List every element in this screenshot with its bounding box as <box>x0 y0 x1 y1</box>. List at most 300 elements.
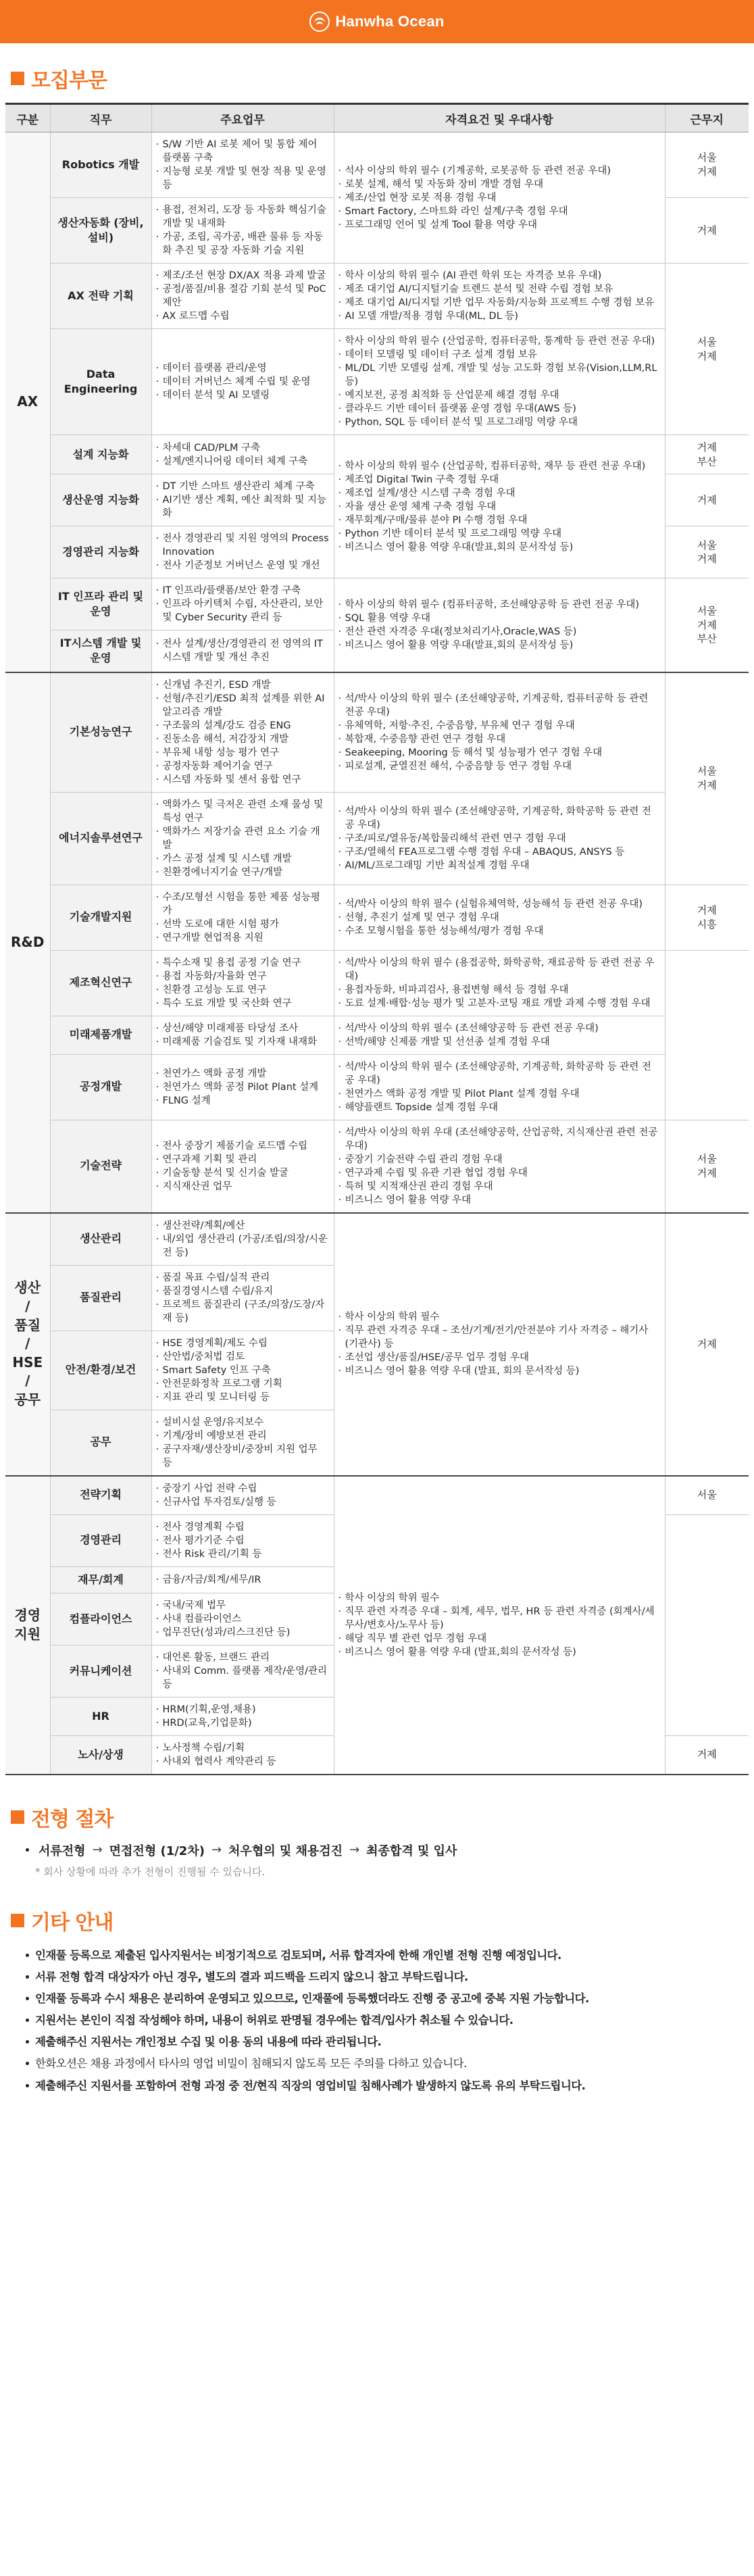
table-row <box>5 1120 749 1213</box>
etc-section-header <box>0 1906 754 1935</box>
qualifications-cell <box>334 1476 665 1775</box>
list-item: · 클라우드 기반 데이터 플랫폼 운영 경험 우대(AWS 등) <box>338 402 661 416</box>
list-item: · 전사 기준정보 거버넌스 운영 및 개선 <box>156 559 330 572</box>
etc-section-title: 기타 안내 <box>31 1910 114 1935</box>
table-row <box>5 435 749 474</box>
list-item: · 전사 평가기준 수립 <box>156 1534 330 1547</box>
list-item: · 차세대 CAD/PLM 구축 <box>156 441 330 455</box>
duties-list <box>156 1741 330 1768</box>
duties-cell <box>151 329 334 435</box>
category-cell: AX <box>5 132 50 672</box>
duties-cell <box>151 578 334 630</box>
list-item: · 천연가스 액화 공정 개발 <box>156 1067 330 1081</box>
list-item: · Smart Safety 인프 구축 <box>156 1364 330 1377</box>
list-item: · 생산전략/계획/예산 <box>156 1219 330 1233</box>
list-item: · AI 모델 개발/적용 경험 우대(ML, DL 등) <box>338 309 661 323</box>
list-item: · 안전문화정착 프로그램 기획 <box>156 1377 330 1391</box>
list-item: · 공정자동화 제어기술 연구 <box>156 760 330 773</box>
list-item: · 부유체 내항 성능 평가 연구 <box>156 746 330 760</box>
location-cell: 거제 <box>665 474 749 526</box>
list-item: · 품질 목표 수립/실적 관리 <box>156 1271 330 1285</box>
job-cell: 미래제품개발 <box>50 1016 151 1054</box>
qualifications-list <box>338 692 661 773</box>
list-item: · 사내외 Comm. 플랫폼 제작/운영/관리 등 <box>156 1664 330 1691</box>
duties-list <box>156 1599 330 1639</box>
list-item: · 용접자동화, 비파괴검사, 용접변형 해석 등 경험 우대 <box>338 983 661 997</box>
qualifications-cell <box>334 435 665 578</box>
duties-list <box>156 203 330 257</box>
list-item: · 석/박사 이상의 학위 필수 (조선해양공학, 기계공학, 화학공학 등 관련 전공 우대) <box>338 805 661 832</box>
list-item: · Python, SQL 등 데이터 분석 및 프로그래밍 역량 우대 <box>338 416 661 429</box>
job-cell: 기술전략 <box>50 1120 151 1213</box>
duties-cell <box>151 435 334 474</box>
list-item: 서류 전형 합격 대상자가 아닌 경우, 별도의 결과 피드백을 드리지 않으니 참고 부탁드립니다. <box>26 1966 743 1988</box>
location-cell: 거제 부산 <box>665 435 749 474</box>
list-item: · 용접 자동화/자율화 연구 <box>156 970 330 983</box>
list-item: · 가스 공정 설계 및 시스템 개발 <box>156 852 330 866</box>
list-item: · 기술동향 분석 및 신기술 발굴 <box>156 1166 330 1180</box>
list-item: · 품질경영시스템 수립/유지 <box>156 1285 330 1298</box>
list-item: · 피로설계, 균열진전 해석, 수중음향 등 연구 경험 우대 <box>338 760 661 773</box>
list-item: · 전사 경영계획 수립 <box>156 1520 330 1534</box>
list-item: · 신규사업 투자검토/실행 등 <box>156 1495 330 1509</box>
list-item: · 데이터 분석 및 AI 모델링 <box>156 389 330 402</box>
duties-list <box>156 1067 330 1108</box>
qualifications-cell <box>334 1120 665 1213</box>
list-item: · 재무회계/구매/물류 분야 PI 수행 경험 우대 <box>338 514 661 527</box>
duties-cell <box>151 1593 334 1645</box>
list-item: · 제조 대기업 AI/디지털 기반 업무 자동화/지능화 프로젝트 수행 경험 보유 <box>338 296 661 309</box>
process-step: 면접전형 (1/2차) <box>109 1843 205 1858</box>
logo-text: Hanwha Ocean <box>335 13 445 30</box>
job-cell: IT시스템 개발 및 운영 <box>50 630 151 672</box>
list-item: · 데이터 거버넌스 체계 수립 및 운영 <box>156 375 330 389</box>
list-item: · 비즈니스 영어 활용 역량 우대 (발표,회의 문서작성 등) <box>338 1645 661 1659</box>
duties-list <box>156 1219 330 1260</box>
list-item: · 제조 대기업 AI/디지털기술 트렌드 분석 및 전략 수립 경험 보유 <box>338 282 661 296</box>
list-item: · 복합재, 수중음향 관련 연구 경험 우대 <box>338 733 661 746</box>
duties-cell <box>151 1016 334 1054</box>
table-body <box>5 132 749 1775</box>
list-item: 한화오션은 채용 과정에서 타사의 영업 비밀이 침해되지 않도록 모든 주의를 다하고 있습니다. <box>26 2053 743 2075</box>
list-item: · 전사 경영관리 및 지원 영역의 Process Innovation <box>156 532 330 559</box>
job-cell: 경영관리 지능화 <box>50 526 151 578</box>
duties-list <box>156 1139 330 1193</box>
list-item: · 친환경 고성능 도료 연구 <box>156 983 330 997</box>
duties-cell <box>151 1410 334 1476</box>
list-item: · S/W 기반 AI 로봇 제어 및 통합 제어 플랫폼 구축 <box>156 138 330 165</box>
duties-list <box>156 798 330 879</box>
job-cell: 품질관리 <box>50 1265 151 1331</box>
duties-cell <box>151 264 334 329</box>
list-item: · 조선업 생산/품질/HSE/공무 업무 경험 우대 <box>338 1351 661 1364</box>
location-cell: 거제 시흥 <box>665 885 749 950</box>
duties-list <box>156 584 330 624</box>
job-cell: 공무 <box>50 1410 151 1476</box>
list-item: · HRD(교육,기업문화) <box>156 1716 330 1730</box>
header-duties: 주요업무 <box>151 104 334 132</box>
qualifications-list <box>338 269 661 323</box>
table-row <box>5 1213 749 1266</box>
qualifications-cell <box>334 264 665 329</box>
list-item: · 도료 설계·배합·성능 평가 및 고분자·코팅 재료 개발 과제 수행 경험 우대 <box>338 997 661 1010</box>
duties-list <box>156 362 330 402</box>
job-cell: 커뮤니케이션 <box>50 1645 151 1697</box>
list-item: · 시스템 자동화 및 센서 융합 연구 <box>156 773 330 787</box>
header-qualifications: 자격요건 및 우대사항 <box>334 104 665 132</box>
list-item: · 신개념 추진기, ESD 개발 <box>156 678 330 692</box>
duties-cell <box>151 1331 334 1410</box>
recruit-section-header <box>0 64 754 93</box>
list-item: · 설비시설 운영/유지보수 <box>156 1416 330 1429</box>
list-item: · 전사 설계/생산/경영관리 전 영역의 IT시스템 개발 및 개선 추진 <box>156 637 330 664</box>
list-item: · 연구개발 현업적용 지원 <box>156 931 330 945</box>
list-item: · 학사 이상의 학위 필수 (AI 관련 학위 또는 자격증 보유 우대) <box>338 269 661 282</box>
category-cell: R&D <box>5 672 50 1213</box>
duties-cell <box>151 1213 334 1266</box>
header-location: 근무지 <box>665 104 749 132</box>
arrow-right-icon: → <box>211 1843 222 1858</box>
duties-list <box>156 637 330 664</box>
list-item: · 특수소재 및 용접 공정 기술 연구 <box>156 956 330 970</box>
location-cell: 서울 <box>665 1476 749 1515</box>
location-cell: 서울 거제 <box>665 1120 749 1213</box>
location-cell: 거제 <box>665 1213 749 1476</box>
list-item: · FLNG 설계 <box>156 1094 330 1108</box>
header-job: 직무 <box>50 104 151 132</box>
list-item: · 선박 도로에 대한 시험 평가 <box>156 918 330 931</box>
list-item: · DT 기반 스마트 생산관리 체계 구축 <box>156 480 330 493</box>
list-item: · 데이터 플랫폼 관리/운영 <box>156 362 330 375</box>
process-note: * 회사 상황에 따라 추가 전형이 진행될 수 있습니다. <box>35 1865 266 1878</box>
duties-cell <box>151 672 334 793</box>
list-item: · 구조/열해석 FEA프로그램 수행 경험 우대 – ABAQUS, ANSYS 등 <box>338 845 661 859</box>
duties-cell <box>151 885 334 950</box>
job-cell: 생산자동화 (장비, 설비) <box>50 198 151 264</box>
list-item: · 지표 관리 및 모니터링 등 <box>156 1391 330 1404</box>
qualifications-list <box>338 897 661 938</box>
qualifications-cell <box>334 950 665 1016</box>
list-item: · 공구자재/생산장비/중장비 지원 업무 등 <box>156 1443 330 1470</box>
process-steps <box>11 1841 743 1859</box>
list-item: · 미래제품 기술검토 및 기자재 내재화 <box>156 1035 330 1049</box>
qualifications-list <box>338 460 661 554</box>
list-item: · 비즈니스 영어 활용 역량 우대(발표,회의 문서작성 등) <box>338 639 661 652</box>
list-item: · AX 로드맵 수립 <box>156 309 330 323</box>
location-cell: 서울 거제 <box>665 132 749 198</box>
list-item: · AI/ML/프로그래밍 기반 최적설계 경험 우대 <box>338 859 661 872</box>
qualifications-list <box>338 1310 661 1378</box>
job-cell: Robotics 개발 <box>50 132 151 198</box>
list-item: · 전사 중장기 제품기술 로드맵 수립 <box>156 1139 330 1153</box>
duties-cell <box>151 526 334 578</box>
arrow-right-icon: → <box>349 1843 360 1858</box>
list-item: · 예지보전, 공정 최적화 등 산업문제 해결 경험 우대 <box>338 389 661 402</box>
process-step: 최종합격 및 입사 <box>366 1843 457 1858</box>
list-item: · 진동소음 해석, 저감장치 개발 <box>156 733 330 746</box>
list-item: · 지식재산권 업무 <box>156 1180 330 1193</box>
duties-list <box>156 441 330 468</box>
list-item: · 수조/모형선 시험을 통한 제품 성능평가 <box>156 891 330 918</box>
duties-list <box>156 480 330 520</box>
list-item: · 학사 이상의 학위 필수 (산업공학, 컴퓨터공학, 재무 등 관련 전공 우대) <box>338 460 661 473</box>
list-item: · 학사 이상의 학위 필수 (산업공학, 컴퓨터공학, 통계학 등 관련 전공 우대) <box>338 335 661 348</box>
duties-list <box>156 1573 330 1587</box>
list-item: · SQL 활용 역량 우대 <box>338 612 661 625</box>
job-cell: 재무/회계 <box>50 1566 151 1593</box>
list-item: · 내/외업 생산관리 (가공/조립/의장/시운전 등) <box>156 1233 330 1260</box>
job-cell: 생산관리 <box>50 1213 151 1266</box>
qualifications-cell <box>334 792 665 885</box>
list-item: · 중장기 기술전략 수립 관리 경험 우대 <box>338 1153 661 1166</box>
duties-list <box>156 1651 330 1691</box>
list-item: · 노사정책 수립/기획 <box>156 1741 330 1755</box>
list-item: · Seakeeping, Mooring 등 해석 및 성능평가 연구 경험 우대 <box>338 746 661 760</box>
list-item: · 선형/추진기/ESD 최적 설계를 위한 AI 알고리즘 개발 <box>156 692 330 719</box>
list-item: · 석/박사 이상의 학위 우대 (조선해양공학, 산업공학, 지식재산권 관련 전공 우대) <box>338 1126 661 1153</box>
job-cell: 안전/환경/보건 <box>50 1331 151 1410</box>
list-item: 지원서는 본인이 직접 작성해야 하며, 내용이 허위로 판명될 경우에는 합격/입사가 취소될 수 있습니다. <box>26 2010 743 2031</box>
logo <box>309 11 444 32</box>
list-item: · Smart Factory, 스마트화 라인 설계/구축 경험 우대 <box>338 205 661 218</box>
qualifications-cell <box>334 885 665 950</box>
table-row <box>5 792 749 885</box>
list-item: · 액화가스 및 극저온 관련 소재 물성 및 특성 연구 <box>156 798 330 825</box>
job-cell: 컴플라이언스 <box>50 1593 151 1645</box>
list-item: · 연구과제 기획 및 관리 <box>156 1153 330 1166</box>
duties-cell <box>151 792 334 885</box>
job-cell: 공정개발 <box>50 1054 151 1120</box>
list-item: · 산안법/중처법 검토 <box>156 1350 330 1364</box>
list-item: · 유체역학, 저항·추진, 수중음향, 부유체 연구 경험 우대 <box>338 719 661 733</box>
list-item: · 용접, 전처리, 도장 등 자동화 핵심기술 개발 및 내재화 <box>156 203 330 230</box>
qualifications-cell <box>334 1213 665 1476</box>
duties-cell <box>151 1054 334 1120</box>
list-item: · 국내/국제 법무 <box>156 1599 330 1612</box>
location-cell: 거제 <box>665 198 749 264</box>
list-item: · 상선/해양 미래제품 타당성 조사 <box>156 1022 330 1035</box>
list-item: · 비즈니스 영어 활용 역량 우대(발표,회의 문서작성 등) <box>338 541 661 554</box>
list-item: · 구조/피로/열유동/복합물리해석 관련 연구 경험 우대 <box>338 832 661 845</box>
table-row <box>5 1016 749 1054</box>
location-cell: 서울 거제 부산 <box>665 578 749 672</box>
table-row <box>5 950 749 1016</box>
job-cell: 노사/상생 <box>50 1735 151 1775</box>
duties-list <box>156 1703 330 1730</box>
etc-block <box>0 1945 754 2097</box>
duties-list <box>156 138 330 192</box>
list-item: · 대언론 활동, 브랜드 관리 <box>156 1651 330 1664</box>
header-category: 구분 <box>5 104 50 132</box>
list-item: · 해당 직무 별 관련 업무 경험 우대 <box>338 1632 661 1645</box>
list-item: · 비즈니스 영어 활용 역량 우대 (발표, 회의 문서작성 등) <box>338 1364 661 1378</box>
list-item: · 제조/산업 현장 로봇 적용 경험 우대 <box>338 191 661 205</box>
list-item: · 석/박사 이상의 학위 필수 (실험유체역학, 성능해석 등 관련 전공 우대) <box>338 897 661 911</box>
duties-cell <box>151 474 334 526</box>
list-item: · 직무 관련 자격증 우대 – 회계, 세무, 법무, HR 등 관련 자격증 (회계사/세무사/변호사/노무사 등) <box>338 1605 661 1632</box>
job-cell: 생산운영 지능화 <box>50 474 151 526</box>
qualifications-list <box>338 598 661 652</box>
list-item: · 구조물의 설계/강도 검증 ENG <box>156 719 330 733</box>
qualifications-list <box>338 164 661 232</box>
list-item: · 수조 모형시험을 통한 성능해석/평가 경험 우대 <box>338 924 661 938</box>
list-item: · 선박/해양 신제품 개발 및 선선종 설계 경험 우대 <box>338 1035 661 1049</box>
duties-list <box>156 1482 330 1509</box>
orange-square-icon <box>11 1810 24 1824</box>
list-item: · IT 인프라/플랫폼/보안 환경 구축 <box>156 584 330 597</box>
duties-cell <box>151 132 334 198</box>
orange-square-icon <box>11 72 24 85</box>
process-section-title: 전형 절차 <box>31 1807 114 1831</box>
list-item: · 사내 컴플라이언스 <box>156 1612 330 1626</box>
table-row <box>5 885 749 950</box>
table-row <box>5 329 749 435</box>
list-item: · 비즈니스 영어 활용 역량 우대 <box>338 1193 661 1207</box>
list-item: · 해양플랜트 Topside 설계 경험 우대 <box>338 1101 661 1114</box>
process-section-header <box>0 1802 754 1832</box>
list-item: · HRM(기획,운영,채용) <box>156 1703 330 1716</box>
location-cell: 서울 거제 <box>665 264 749 435</box>
duties-cell <box>151 1120 334 1213</box>
list-item: · 액화가스 저장기술 관련 요소 기술 개발 <box>156 825 330 852</box>
list-item: · 자율 생산 운영 체계 구축 경험 우대 <box>338 500 661 514</box>
top-bar <box>0 0 754 43</box>
duties-list <box>156 532 330 572</box>
table-row <box>5 1054 749 1120</box>
duties-cell <box>151 1645 334 1697</box>
list-item: · 석사 이상의 학위 필수 (기계공학, 로봇공학 등 관련 전공 우대) <box>338 164 661 178</box>
qualifications-cell <box>334 578 665 672</box>
list-item: · 석/박사 이상의 학위 필수 (조선해양공학, 기계공학, 컴퓨터공학 등 관련 전공 우대) <box>338 692 661 719</box>
job-cell: 경영관리 <box>50 1514 151 1566</box>
job-cell: 기술개발지원 <box>50 885 151 950</box>
hanwha-logo-icon <box>309 11 330 32</box>
job-cell: 전략기획 <box>50 1476 151 1515</box>
duties-list <box>156 1416 330 1470</box>
duties-cell <box>151 1697 334 1735</box>
qualifications-list <box>338 956 661 1010</box>
list-item: · HSE 경영계획/제도 수립 <box>156 1337 330 1350</box>
recruit-table <box>5 103 749 1775</box>
table-row <box>5 672 749 793</box>
duties-cell <box>151 1566 334 1593</box>
list-item: · 특허 및 지적재산권 관리 경험 우대 <box>338 1180 661 1193</box>
location-cell <box>665 1514 749 1735</box>
list-item: · 공정/품질/비용 절감 기회 분석 및 PoC 제안 <box>156 282 330 309</box>
duties-list <box>156 678 330 787</box>
duties-cell <box>151 630 334 672</box>
list-item: · 특수 도료 개발 및 국산화 연구 <box>156 997 330 1010</box>
list-item: · 금융/자금/회계/세무/IR <box>156 1573 330 1587</box>
list-item: · ML/DL 기반 모델링 설계, 개발 및 성능 고도화 경험 보유(Vision,LLM,RL 등) <box>338 362 661 389</box>
qualifications-cell <box>334 672 665 793</box>
duties-cell <box>151 1514 334 1566</box>
job-cell: 기본성능연구 <box>50 672 151 793</box>
duties-cell <box>151 950 334 1016</box>
table-row <box>5 578 749 630</box>
list-item: · 제조/조선 현장 DX/AX 적용 과제 발굴 <box>156 269 330 282</box>
bullet-icon <box>26 1848 29 1852</box>
duties-cell <box>151 1735 334 1775</box>
list-item: · 천연가스 액화 공정 개발 및 Pilot Plant 설계 경험 우대 <box>338 1087 661 1101</box>
table-row <box>5 132 749 198</box>
duties-cell <box>151 1265 334 1331</box>
list-item: · Python 기반 데이터 분석 및 프로그래밍 역량 우대 <box>338 527 661 541</box>
list-item: · 사내외 협력사 계약관리 등 <box>156 1755 330 1768</box>
list-item: · 직무 관련 자격증 우대 – 조선/기계/전기/안전분야 기사 자격증 – 해기사(기관사) 등 <box>338 1324 661 1351</box>
list-item: · 프로그래밍 언어 및 설계 Tool 활용 역량 우대 <box>338 218 661 232</box>
qualifications-list <box>338 1126 661 1207</box>
qualifications-cell <box>334 329 665 435</box>
list-item: · 석/박사 이상의 학위 필수 (조선해양공학 등 관련 전공 우대) <box>338 1022 661 1035</box>
list-item: · AI기반 생산 계획, 예산 최적화 및 지능화 <box>156 493 330 520</box>
list-item: · 연구과제 수립 및 유관 기관 협업 경험 우대 <box>338 1166 661 1180</box>
list-item: · 지능형 로봇 개발 및 현장 적용 및 운영 등 <box>156 165 330 192</box>
duties-list <box>156 956 330 1010</box>
duties-list <box>156 891 330 945</box>
table-header-row <box>5 104 749 132</box>
duties-list <box>156 269 330 323</box>
location-cell: 서울 거제 <box>665 672 749 885</box>
job-cell: 설계 지능화 <box>50 435 151 474</box>
category-cell: 경영 지원 <box>5 1476 50 1775</box>
duties-list <box>156 1337 330 1404</box>
list-item: · 로봇 설계, 해석 및 자동화 장비 개발 경험 우대 <box>338 178 661 191</box>
qualifications-list <box>338 335 661 429</box>
process-step: 처우협의 및 채용검진 <box>228 1843 343 1858</box>
list-item: 인재풀 등록으로 제출된 입사지원서는 비정기적으로 검토되며, 서류 합격자에 한해 개인별 전형 진행 예정입니다. <box>26 1945 743 1966</box>
duties-list <box>156 1271 330 1325</box>
duties-cell <box>151 1476 334 1515</box>
duties-cell <box>151 198 334 264</box>
duties-list <box>156 1022 330 1049</box>
location-cell <box>665 950 749 1120</box>
qualifications-cell <box>334 1054 665 1120</box>
qualifications-list <box>338 1591 661 1659</box>
etc-list <box>11 1945 743 2097</box>
qualifications-list <box>338 1060 661 1114</box>
qualifications-list <box>338 805 661 872</box>
list-item: · 학사 이상의 학위 필수 <box>338 1591 661 1605</box>
job-cell: AX 전략 기획 <box>50 264 151 329</box>
table-row <box>5 264 749 329</box>
job-cell: IT 인프라 관리 및 운영 <box>50 578 151 630</box>
list-item: · 업무진단(성과/리스크진단 등) <box>156 1626 330 1639</box>
list-item: · 중장기 사업 전략 수립 <box>156 1482 330 1495</box>
location-cell: 거제 <box>665 1735 749 1775</box>
list-item: · 제조업 설계/생산 시스템 구축 경험 우대 <box>338 487 661 500</box>
table-row <box>5 1476 749 1515</box>
list-item: · 친환경에너지기술 연구/개발 <box>156 866 330 879</box>
list-item: · 선형, 추진기 설계 및 연구 경험 우대 <box>338 911 661 924</box>
list-item: · 가공, 조립, 곡가공, 배관 물류 등 자동화 추진 및 공장 자동화 기술 지원 <box>156 230 330 257</box>
list-item: 인재풀 등록과 수시 채용은 분리하여 운영되고 있으므로, 인재풀에 등록했더라도 진행 중 공고에 중복 지원 가능합니다. <box>26 1988 743 2010</box>
list-item: · 전사 Risk 관리/기획 등 <box>156 1547 330 1561</box>
recruit-section-title: 모집부문 <box>31 69 107 93</box>
job-cell: 제조혁신연구 <box>50 950 151 1016</box>
list-item: · 석/박사 이상의 학위 필수 (조선해양공학, 기계공학, 화학공학 등 관련 전공 우대) <box>338 1060 661 1087</box>
list-item: 제출해주신 지원서는 개인정보 수집 및 이용 동의 내용에 따라 관리됩니다. <box>26 2031 743 2053</box>
arrow-right-icon: → <box>92 1843 103 1858</box>
process-step: 서류전형 <box>39 1843 86 1858</box>
process-block <box>0 1841 754 1879</box>
list-item: · 제조업 Digital Twin 구축 경험 우대 <box>338 473 661 487</box>
duties-list <box>156 1520 330 1561</box>
qualifications-cell <box>334 132 665 264</box>
list-item: · 천연가스 액화 공정 Pilot Plant 설계 <box>156 1081 330 1094</box>
list-item: · 학사 이상의 학위 필수 <box>338 1310 661 1324</box>
location-cell: 서울 거제 <box>665 526 749 578</box>
